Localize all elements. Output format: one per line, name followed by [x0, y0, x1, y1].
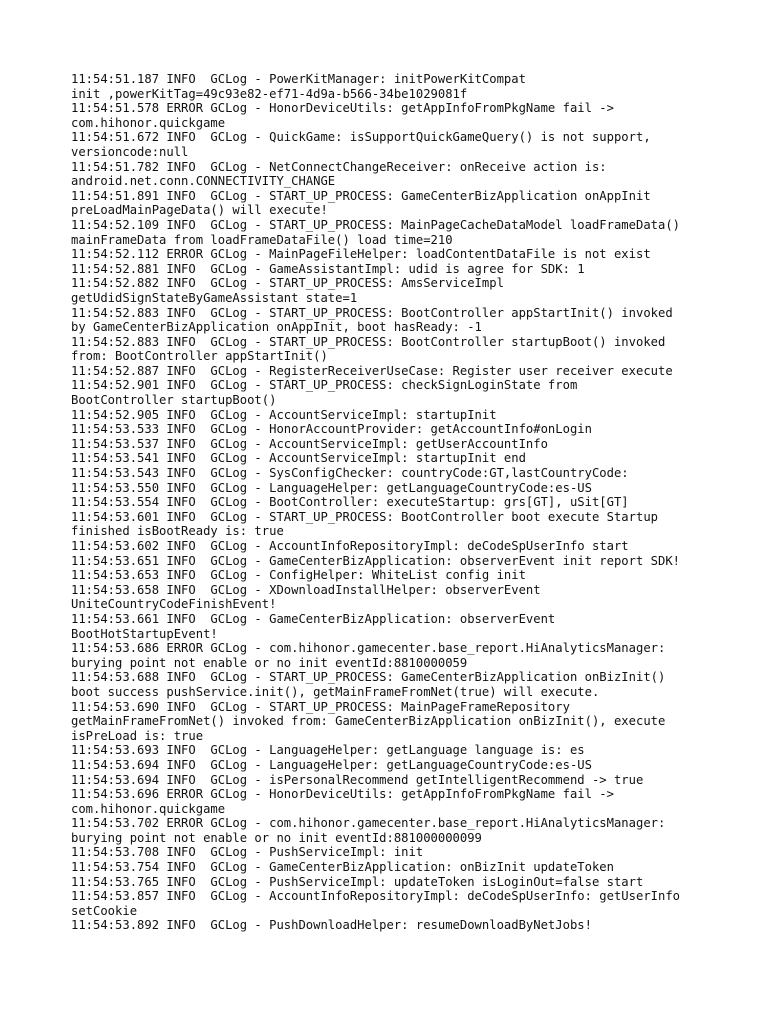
log-line: 11:54:51.782 INFO GCLog - NetConnectChangeReceiver: onReceive action is: — [71, 159, 607, 174]
log-line: 11:54:52.112 ERROR GCLog - MainPageFileHelper: loadContentDataFile is not exist — [71, 247, 651, 262]
log-line: 11:54:53.688 INFO GCLog - START_UP_PROCESS: GameCenterBizApplication onBizInit() — [71, 670, 666, 685]
log-line: 11:54:52.109 INFO GCLog - START_UP_PROCESS: MainPageCacheDataModel loadFrameData() — [71, 217, 681, 232]
log-line: 11:54:53.694 INFO GCLog - LanguageHelper: getLanguageCountryCode:es-US — [71, 757, 592, 772]
log-line: preLoadMainPageData() will execute! — [71, 203, 328, 218]
log-line: 11:54:53.892 INFO GCLog - PushDownloadHelper: resumeDownloadByNetJobs! — [71, 918, 592, 933]
log-line: com.hihonor.quickgame — [71, 115, 226, 130]
log-line: 11:54:53.602 INFO GCLog - AccountInfoRepositoryImpl: deCodeSpUserInfo start — [71, 539, 629, 553]
log-line: 11:54:53.653 INFO GCLog - ConfigHelper: WhiteList config init — [71, 568, 526, 583]
log-line: versioncode:null — [71, 144, 189, 159]
log-line: 11:54:53.550 INFO GCLog - LanguageHelper: getLanguageCountryCode:es-US — [71, 480, 592, 495]
log-line: getUdidSignStateByGameAssistant state=1 — [71, 290, 358, 305]
log-line: by GameCenterBizApplication onAppInit, boot hasReady: -1 — [71, 320, 482, 335]
log-line: 11:54:53.702 ERROR GCLog - com.hihonor.gamecenter.base_report.HiAnalyticsManager: — [71, 816, 666, 831]
log-line: UniteCountryCodeFinishEvent! — [71, 597, 277, 612]
log-line: 11:54:53.694 INFO GCLog - isPersonalRecommend getIntelligentRecommend -> true — [71, 772, 644, 787]
log-line: android.net.conn.CONNECTIVITY_CHANGE — [71, 174, 336, 189]
log-line: 11:54:53.658 INFO GCLog - XDownloadInstallHelper: observerEvent — [71, 582, 541, 597]
log-line: 11:54:53.765 INFO GCLog - PushServiceImpl: updateToken isLoginOut=false start — [71, 874, 644, 889]
log-line: com.hihonor.quickgame — [71, 801, 226, 816]
log-line: 11:54:52.901 INFO GCLog - START_UP_PROCESS: checkSignLoginState from — [71, 378, 578, 393]
log-line: BootHotStartupEvent! — [71, 626, 218, 641]
log-line: 11:54:51.578 ERROR GCLog - HonorDeviceUtils: getAppInfoFromPkgName fail -> — [71, 101, 614, 116]
log-line: burying point not enable or no init eventId:8810000059 — [71, 655, 468, 670]
log-line: from: BootController appStartInit() — [71, 349, 328, 364]
log-line: 11:54:53.696 ERROR GCLog - HonorDeviceUtils: getAppInfoFromPkgName fail -> — [71, 787, 614, 802]
log-page — [71, 72, 731, 933]
log-line: 11:54:51.187 INFO GCLog - PowerKitManager: initPowerKitCompat — [71, 72, 526, 86]
log-line: 11:54:53.686 ERROR GCLog - com.hihonor.gamecenter.base_report.HiAnalyticsManager: — [71, 641, 666, 656]
log-line: boot success pushService.init(), getMainFrameFromNet(true) will execute. — [71, 684, 600, 699]
log-line: 11:54:52.905 INFO GCLog - AccountServiceImpl: startupInit — [71, 407, 497, 422]
log-line: 11:54:51.891 INFO GCLog - START_UP_PROCESS: GameCenterBizApplication onAppInit — [71, 188, 651, 203]
log-line: 11:54:53.693 INFO GCLog - LanguageHelper: getLanguage language is: es — [71, 743, 585, 758]
log-line: 11:54:53.651 INFO GCLog - GameCenterBizApplication: observerEvent init report SDK! — [71, 553, 681, 568]
log-line: 11:54:53.754 INFO GCLog - GameCenterBizApplication: onBizInit updateToken — [71, 860, 614, 875]
log-line: BootController startupBoot() — [71, 393, 277, 408]
log-line: 11:54:53.708 INFO GCLog - PushServiceImpl: init — [71, 845, 424, 860]
log-line: 11:54:53.857 INFO GCLog - AccountInfoRepositoryImpl: deCodeSpUserInfo: getUserInfo — [71, 889, 681, 904]
log-line: 11:54:53.537 INFO GCLog - AccountServiceImpl: getUserAccountInfo — [71, 436, 548, 451]
log-line: burying point not enable or no init eventId:881000000099 — [71, 830, 482, 845]
log-line: isPreLoad is: true — [71, 728, 204, 743]
log-line: 11:54:53.690 INFO GCLog - START_UP_PROCESS: MainPageFrameRepository — [71, 699, 570, 714]
log-line: 11:54:52.887 INFO GCLog - RegisterReceiverUseCase: Register user receiver execute — [71, 363, 673, 378]
log-line: 11:54:53.541 INFO GCLog - AccountServiceImpl: startupInit end — [71, 451, 526, 466]
log-line: 11:54:52.883 INFO GCLog - START_UP_PROCESS: BootController startupBoot() invoked — [71, 334, 666, 349]
log-line: 11:54:51.672 INFO GCLog - QuickGame: isSupportQuickGameQuery() is not support, — [71, 130, 651, 145]
log-line: init ,powerKitTag=49c93e82-ef71-4d9a-b566-34be1029081f — [71, 86, 468, 101]
log-line: 11:54:53.601 INFO GCLog - START_UP_PROCESS: BootController boot execute Startup — [71, 509, 658, 524]
log-line: mainFrameData from loadFrameDataFile() load time=210 — [71, 232, 453, 247]
log-line: finished isBootReady is: true — [71, 524, 284, 539]
log-line: 11:54:52.882 INFO GCLog - START_UP_PROCESS: AmsServiceImpl — [71, 276, 504, 291]
log-line: setCookie — [71, 903, 138, 918]
log-line: 11:54:53.533 INFO GCLog - HonorAccountProvider: getAccountInfo#onLogin — [71, 422, 592, 437]
log-line: 11:54:52.883 INFO GCLog - START_UP_PROCESS: BootController appStartInit() invoked — [71, 305, 673, 320]
log-line: 11:54:53.661 INFO GCLog - GameCenterBizApplication: observerEvent — [71, 611, 556, 626]
log-line: getMainFrameFromNet() invoked from: GameCenterBizApplication onBizInit(), execute — [71, 714, 666, 729]
log-line: 11:54:52.881 INFO GCLog - GameAssistantImpl: udid is agree for SDK: 1 — [71, 261, 585, 276]
log-line: 11:54:53.554 INFO GCLog - BootController: executeStartup: grs[GT], uSit[GT] — [71, 495, 629, 510]
log-line: 11:54:53.543 INFO GCLog - SysConfigChecker: countryCode:GT,lastCountryCode: — [71, 466, 629, 481]
